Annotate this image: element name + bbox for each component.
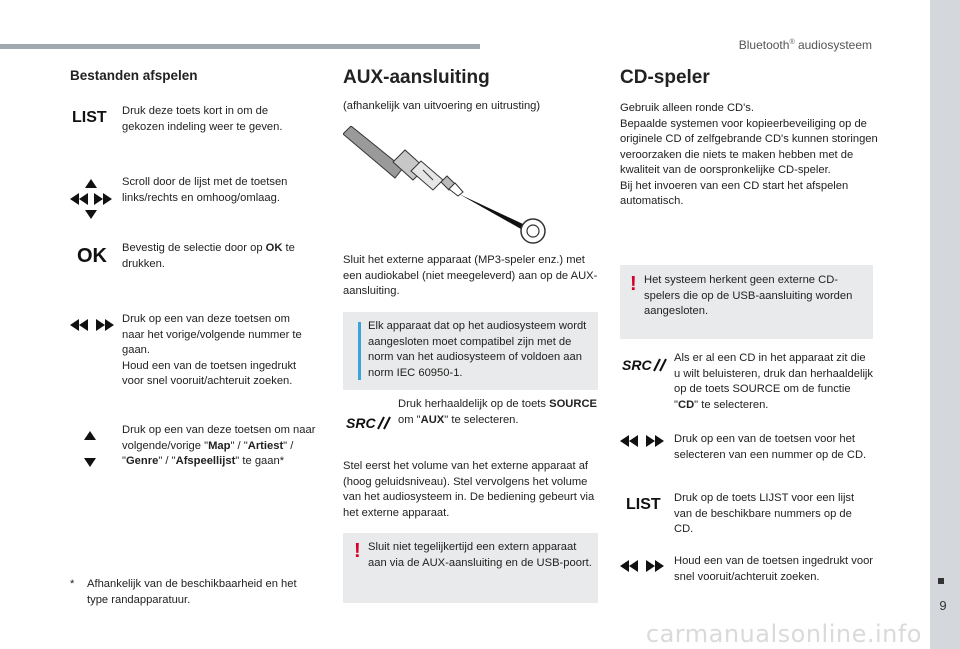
aux-jack-illustration	[343, 126, 553, 246]
ok-button-label: OK	[77, 245, 107, 267]
prev-next-icon	[620, 433, 664, 449]
src-button-cd: SRC	[622, 357, 668, 375]
ok-description: Bevestig de selectie door op OK te drukken.	[122, 242, 295, 270]
cd-intro-text: Gebruik alleen ronde CD's. Bepaalde systemen voor kopieerbeveiliging op de originele CD of zelfgebrande CD's kunnen storingen veroorzaken die niets te maken hebben met de kwaliteit van de oorspronkelijke CD-speler. Bij het invoeren van een CD start het afspelen automatisch.	[620, 102, 878, 207]
cd-warning-box	[620, 265, 873, 339]
src-button-aux: SRC	[346, 415, 392, 433]
watermark: carmanualsonline.info	[645, 620, 922, 648]
mode-slash-icon	[376, 416, 392, 430]
cd-warning-text: Het systeem herkent geen externe CD-spelers die op de USB-aansluiting worden aangesloten.	[644, 274, 853, 317]
list-button-label: LIST	[72, 109, 107, 126]
fast-forward-rewind-icon	[620, 558, 664, 574]
page-marker	[938, 578, 944, 584]
info-bar-icon	[358, 322, 361, 380]
aux-subtitle: (afhankelijk van uitvoering en uitrusting)	[343, 100, 541, 112]
cd-hold-text: Houd een van de toetsen ingedrukt voor snel vooruit/achteruit zoeken.	[674, 555, 874, 583]
list-description: Druk deze toets kort in om de gekozen indeling weer te geven.	[122, 105, 283, 133]
warning-exclamation-icon: !	[354, 540, 361, 562]
warning-exclamation-icon: !	[630, 273, 637, 295]
four-arrows-icon	[68, 177, 114, 221]
aux-volume-text: Stel eerst het volume van het externe apparaat af (hoog geluidsniveau). Stel vervolgens het volume van het audiosysteem in. De bediening gebeurt via het externe apparaat.	[343, 460, 595, 519]
page-sidebar	[930, 0, 960, 649]
page-number: 9	[939, 598, 947, 613]
cd-prevnext-text: Druk op een van de toetsen voor het selecteren van een nummer op de CD.	[674, 433, 867, 461]
cd-list-text: Druk op de toets LIJST voor een lijst van de beschikbare nummers op de CD.	[674, 492, 855, 535]
footnote-text: Afhankelijk van de beschikbaarheid en het type randapparatuur.	[87, 578, 297, 606]
prevnext-description: Druk op een van deze toetsen om naar het vorige/volgende nummer te gaan. Houd een van de toetsen ingedrukt voor snel vooruit/achteruit zoeken.	[122, 313, 302, 387]
aux-src-text: Druk herhaaldelijk op de toets SOURCE om "AUX" te selecteren.	[398, 398, 597, 426]
aux-warning-text: Sluit niet tegelijkertijd een extern apparaat aan via de AUX-aansluiting en de USB-poort.	[368, 541, 592, 569]
cd-src-text: Als er al een CD in het apparaat zit die u wilt beluisteren, druk dan herhaaldelijk op de toets SOURCE om de functie "CD" te selecteren.	[674, 352, 874, 411]
aux-warning-box	[343, 533, 598, 603]
aux-info-box	[343, 312, 598, 390]
section-heading-aux: AUX-aansluiting	[343, 67, 490, 88]
aux-connect-text: Sluit het externe apparaat (MP3-speler enz.) met een audiokabel (niet meegeleverd) aan op de AUX-aansluiting.	[343, 254, 598, 297]
section-heading-files: Bestanden afspelen	[70, 68, 198, 83]
list-button-label: LIST	[626, 496, 661, 513]
prev-next-icon	[70, 317, 114, 333]
section-heading-cd: CD-speler	[620, 67, 710, 88]
header-rule	[0, 44, 480, 49]
mode-slash-icon	[652, 358, 668, 372]
scroll-description: Scroll door de lijst met de toetsen links/rechts en omhoog/omlaag.	[122, 176, 288, 204]
updown-description: Druk op een van deze toetsen om naar volgende/vorige "Map" / "Artiest" / "Genre" / "Afspeellijst" te gaan*	[122, 424, 316, 467]
aux-info-text: Elk apparaat dat op het audiosysteem wordt aangesloten moet compatibel zijn met de norm van het audiosysteem of voldoen aan norm IEC 60950-1.	[368, 320, 587, 379]
running-header: Bluetooth® audiosysteem	[738, 38, 872, 52]
footnote-star: *	[70, 578, 75, 590]
up-down-icon	[82, 430, 98, 468]
